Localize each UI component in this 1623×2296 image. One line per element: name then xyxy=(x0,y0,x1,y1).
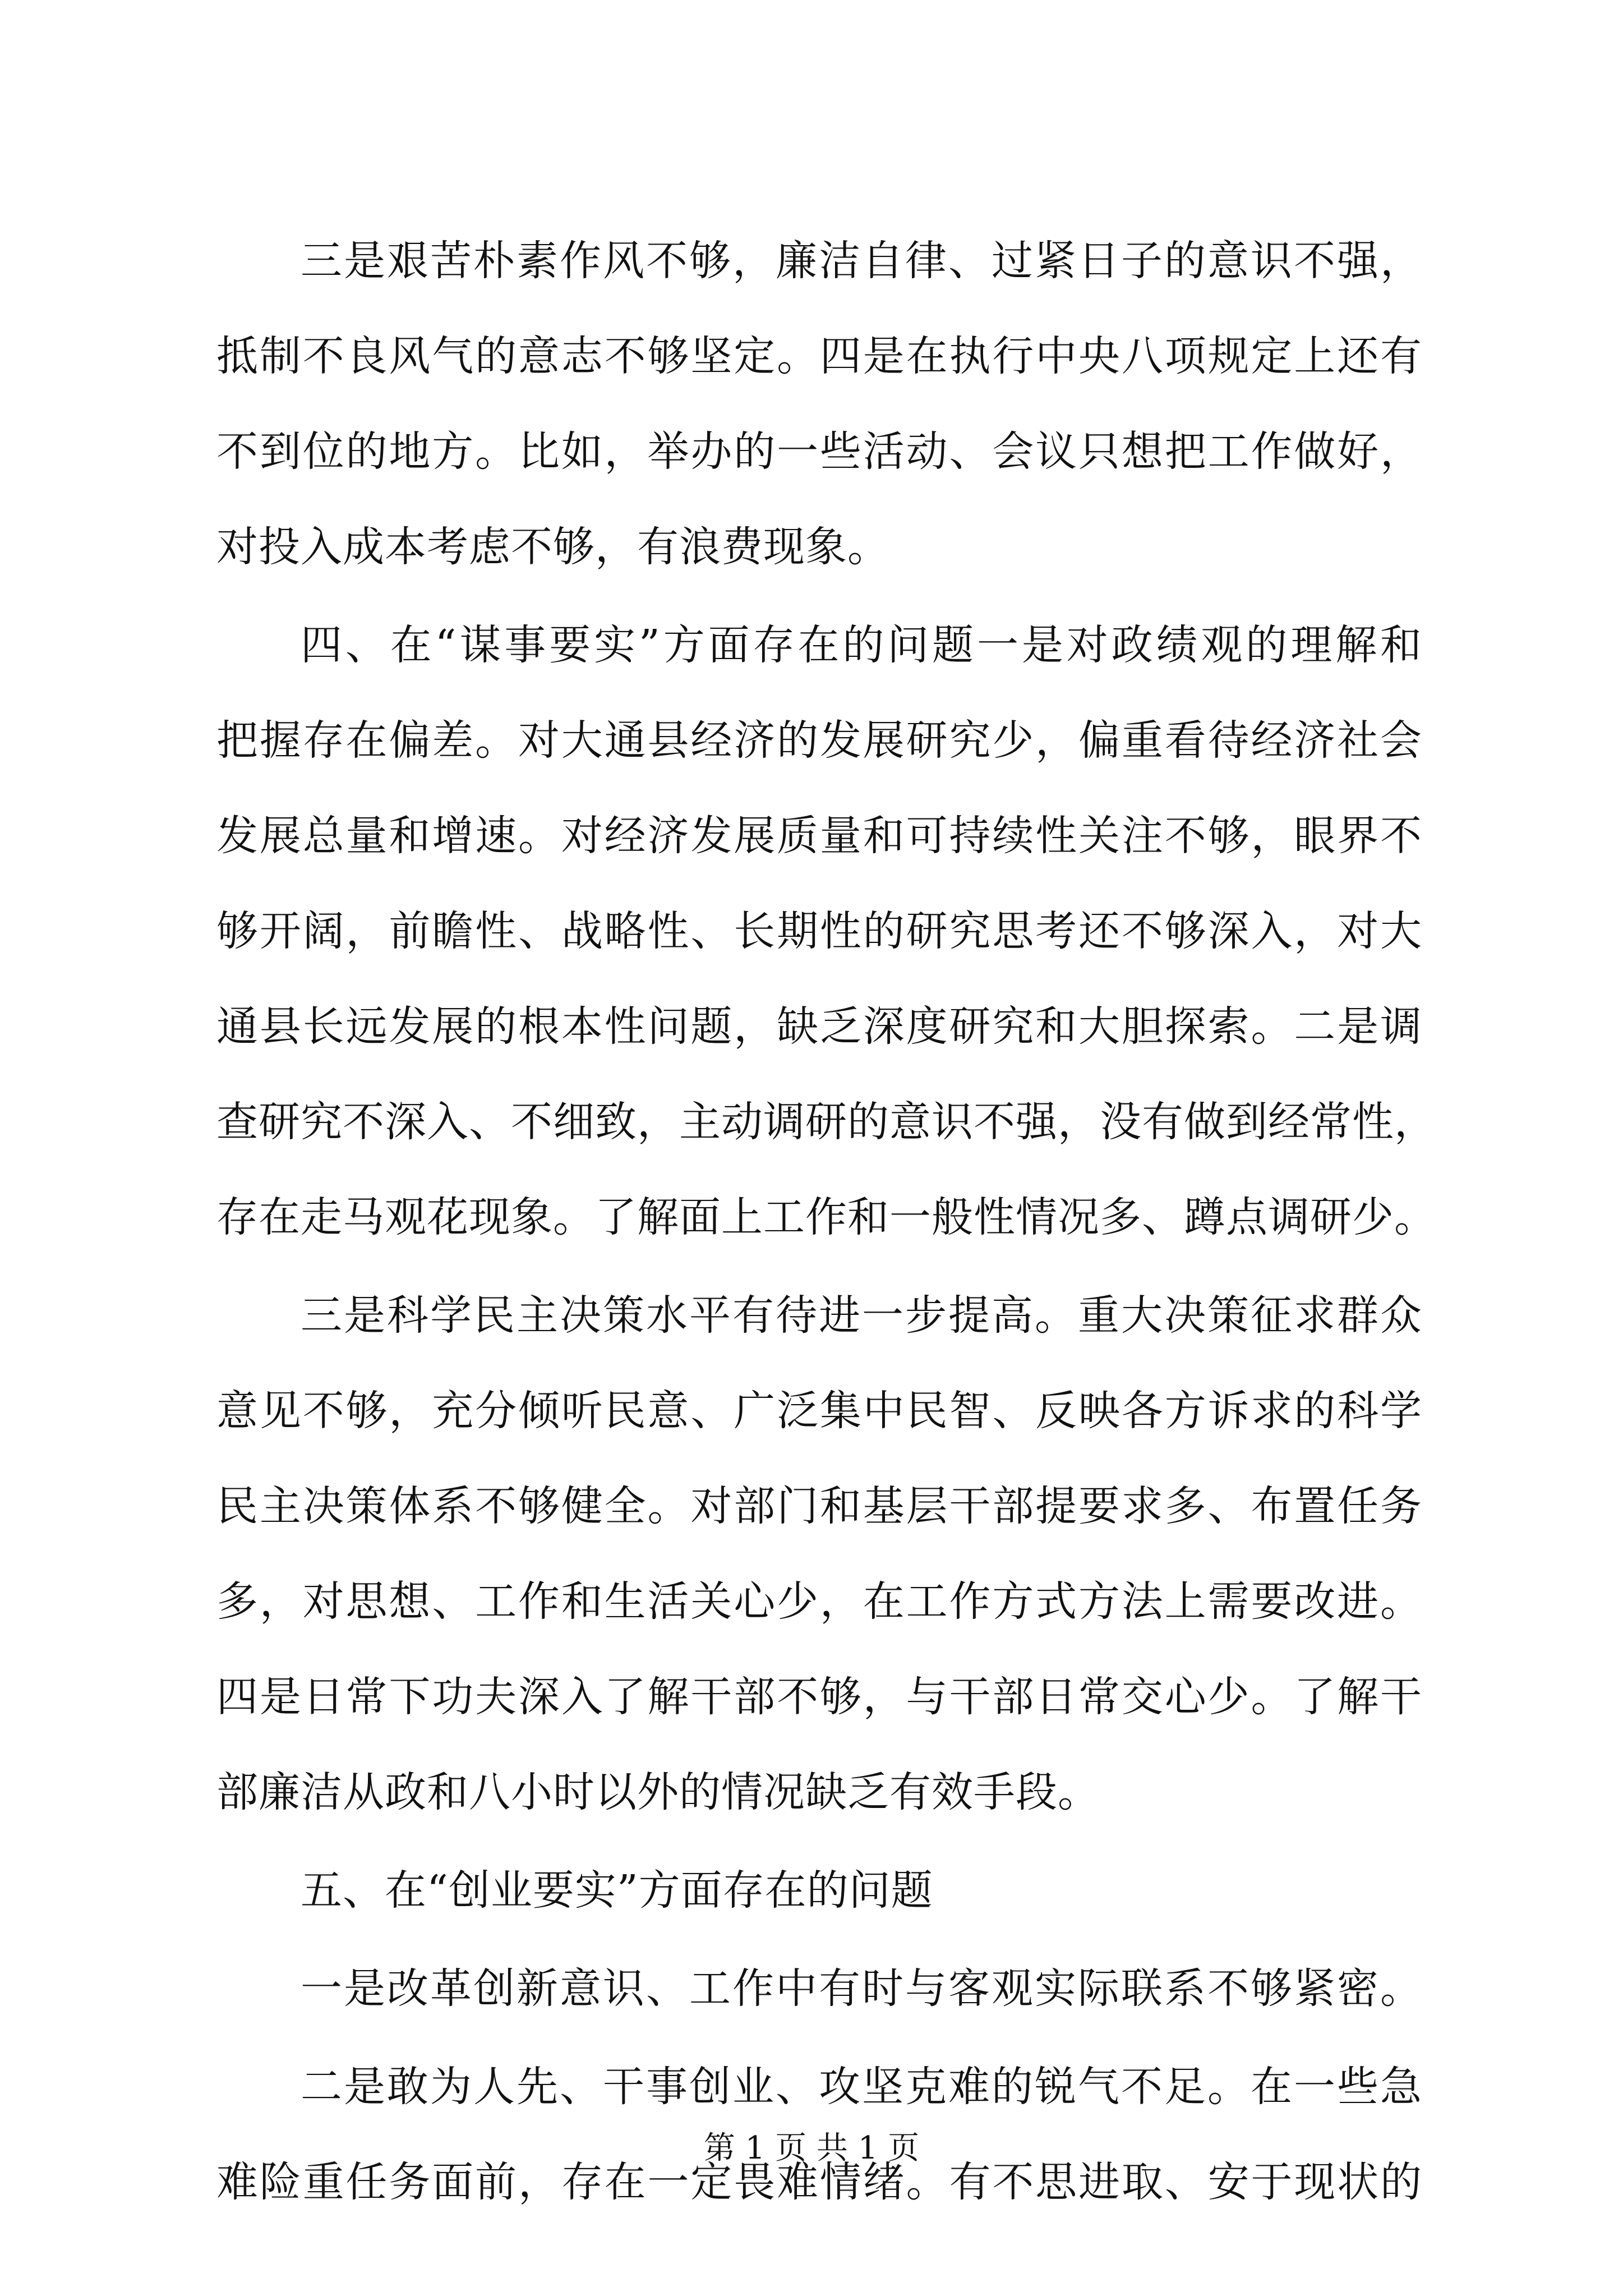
text-line: 三是科学民主决策水平有待进一步提高。重大决策征求群众 xyxy=(301,1291,1422,1340)
text-line: 四、在“谋事要实”方面存在的问题一是对政绩观的理解和 xyxy=(301,621,1422,669)
text-line: 部廉洁从政和八小时以外的情况缺乏有效手段。 xyxy=(216,1768,1100,1816)
page-number-footer: 第 1 页 共 1 页 xyxy=(703,2130,920,2166)
text-line: 民主决策体系不够健全。对部门和基层干部提要求多、布置任务 xyxy=(216,1482,1422,1530)
text-line: 一是改革创新意识、工作中有时与客观实际联系不够紧密。 xyxy=(301,1964,1422,2013)
text-line: 抵制不良风气的意志不够坚定。四是在执行中央八项规定上还有 xyxy=(216,332,1422,380)
text-line: 存在走马观花现象。了解面上工作和一般性情况多、蹲点调研少。 xyxy=(216,1193,1436,1241)
text-line: 四是日常下功夫深入了解干部不够，与干部日常交心少。了解干 xyxy=(216,1673,1422,1721)
text-line: 查研究不深入、不细致，主动调研的意识不强，没有做到经常性， xyxy=(216,1098,1436,1146)
text-line: 不到位的地方。比如，举办的一些活动、会议只想把工作做好， xyxy=(216,427,1422,476)
text-line: 对投入成本考虑不够，有浪费现象。 xyxy=(216,523,889,571)
text-line: 通县长远发展的根本性问题，缺乏深度研究和大胆探索。二是调 xyxy=(216,1002,1422,1051)
section-heading: 五、在“创业要实”方面存在的问题 xyxy=(301,1866,933,1915)
text-line: 意见不够，充分倾听民意、广泛集中民智、反映各方诉求的科学 xyxy=(216,1387,1422,1435)
text-line: 难险重任务面前，存在一定畏难情绪。有不思进取、安于现状的 xyxy=(216,2158,1422,2206)
text-line: 把握存在偏差。对大通县经济的发展研究少，偏重看待经济社会 xyxy=(216,716,1422,765)
text-line: 二是敢为人先、干事创业、攻坚克难的锐气不足。在一些急 xyxy=(301,2063,1422,2111)
text-line: 三是艰苦朴素作风不够，廉洁自律、过紧日子的意识不强， xyxy=(301,237,1422,285)
text-line: 多，对思想、工作和生活关心少，在工作方式方法上需要改进。 xyxy=(216,1577,1422,1626)
text-line: 够开阔，前瞻性、战略性、长期性的研究思考还不够深入，对大 xyxy=(216,907,1422,955)
text-line: 发展总量和增速。对经济发展质量和可持续性关注不够，眼界不 xyxy=(216,812,1422,860)
